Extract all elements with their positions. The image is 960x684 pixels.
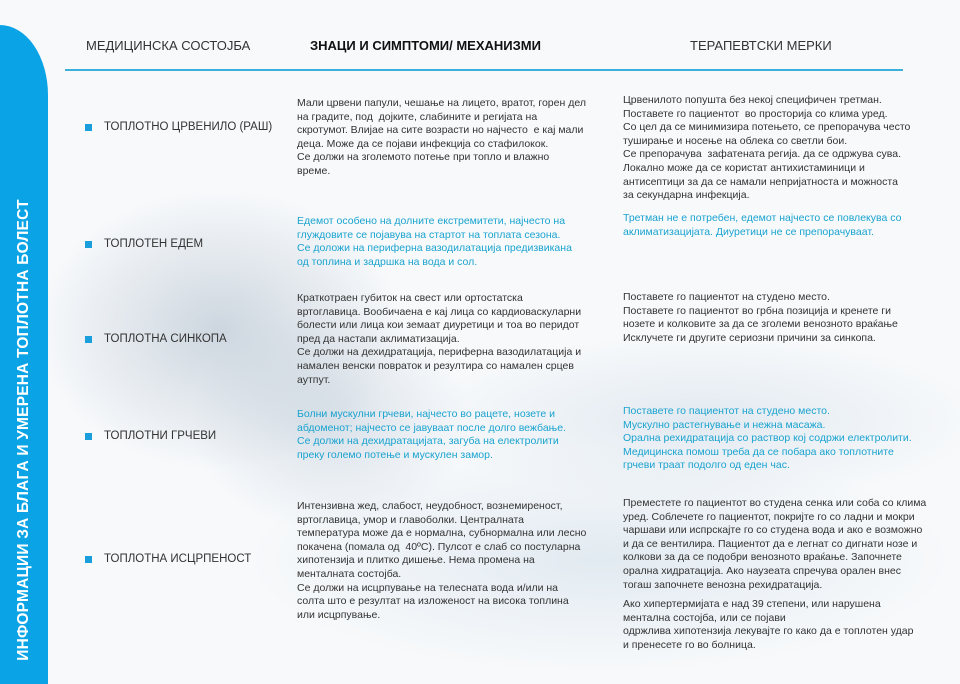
bullet-square-icon: [85, 124, 92, 131]
header-therapy: ТЕРАПЕВТСКИ МЕРКИ: [690, 38, 832, 53]
condition-label: ТОПЛОТНО ЦРВЕНИЛО (РАШ): [104, 121, 273, 133]
signs-heat-edema: Едемот особено на долните екстремитети, најчесто на глуждовите се појавува на стартот на топлата сезона. Се доложи на периферна вазодилатација предизвикана од топлина и задршка на вода и сол.: [297, 215, 572, 268]
bullet-square-icon: [85, 336, 92, 343]
bullet-square-icon: [85, 241, 92, 248]
condition-heat-rash: [85, 121, 272, 133]
condition-heat-edema: [85, 238, 203, 250]
therapy-heat-exhaustion: Преместете го пациентот во студена сенка или соба со клима уред. Соблечете го пациентот, покријте го со ладни и мокри чаршави или испрскајте го со студена вода и ако е возможно и да се вентилира. Пациентот да е легнат со дигнати нозе и колкови за да се подобри венозното враќање. Започнете орална хидратација. Ако наузеата спречува орален внес тогаш започнете венозна рехидратација.: [623, 497, 927, 591]
bullet-square-icon: [85, 433, 92, 440]
signs-heat-rash: Мали црвени папули, чешање на лицето, вратот, горен дел на градите, под дојките, слабините и регијата на скротумот. Влијае на сите возрасти но најчесто е кај мали деца. Може да се појави инфекција со стафилокок. Се должи на зголемото потење при топло и влажно време.: [297, 97, 586, 177]
header-condition: МЕДИЦИНСКА СОСТОЈБА: [86, 38, 251, 53]
therapy-heat-syncope: Поставете го пациентот на студено место. Поставете го пациентот во грбна позиција и кренете ги нозете и колковите за да се зголеми венозното враќање Исклучете ги другите сериозни причини за синкопа.: [623, 291, 898, 344]
sidebar-banner: [0, 25, 48, 684]
condition-label: ТОПЛОТЕН ЕДЕМ: [104, 238, 204, 250]
therapy-heat-rash: Црвенилото попушта без некој специфичен третман. Поставете го пациентот во просторија со клима уред. Со цел да се минимизира потењето, се препорачува често туширање и носење на облека со светли бои. Се препорачува зафатената регија. да се одржува сува. Локално може да се користат антихистаминици и антисептици за да се намали непријатноста и можноста за секундарна инфекција.: [623, 94, 911, 202]
condition-label: ТОПЛОТНИ ГРЧЕВИ: [104, 430, 217, 442]
condition-label: ТОПЛОТНА СИНКОПА: [104, 333, 227, 345]
signs-heat-syncope: Краткотраен губиток на свест или ортостатска вртоглавица. Вообичаена е кај лица со кардиоваскуларни болести или лица кои земаат диуретици и тоа во перидот пред да настапи аклиматизација. Се должи на дехидратација, периферна вазодилатација и намален венски повраток и резултира со намален срцев аутпут.: [297, 292, 582, 386]
therapy-heat-exhaustion-note: Ако хипертермијата е над 39 степени, или нарушена ментална состојба, или се појави одржлива хипотензија лекувајте го како да е топлотен удар и пренесете го во болница.: [623, 598, 914, 651]
therapy-heat-edema: Третман не е потребен, едемот најчесто се повлекува со аклиматизацијата. Диуретици не се препорачуваат.: [623, 212, 902, 238]
condition-heat-cramps: [85, 430, 216, 442]
signs-heat-exhaustion: Интензивна жед, слабост, неудобност, вознемиреност, вртоглавица, умор и главоболки. Централната температура може да е нормална, субнормална или лесно покачена (помала од 40ºC). Пулсот е слаб со постуларна хипотензија и плитко дишење. Нема промена на менталната состојба. Се должи на исцрпување на телесната вода и/или на солта што е резултат на изложеност на висока топлина или исцрпување.: [297, 500, 587, 621]
bullet-square-icon: [85, 556, 92, 563]
signs-heat-cramps: Болни мускулни грчеви, најчесто во рацете, нозете и абдоменот; најчесто се јавуваат после долго вежбање. Се должи на дехидратацијата, загуба на електролити преку големо потење и мускулен замор.: [297, 408, 566, 461]
sidebar-title: ИНФОРМАЦИИ ЗА БЛАГА И УМЕРЕНА ТОПЛОТНА БОЛЕСТ: [15, 199, 32, 661]
therapy-heat-cramps: Поставете го пациентот на студено место. Мускулно растегнување и нежна масажа. Орална рехидратација со раствор кој содржи електролити. Медицинска помош треба да се побара ако топлотните грчеви траат подолго од еден час.: [623, 405, 912, 472]
header-divider: [65, 69, 903, 71]
condition-heat-syncope: [85, 333, 227, 345]
condition-label: ТОПЛОТНА ИСЦРПЕНОСТ: [104, 553, 252, 565]
condition-heat-exhaustion: [85, 553, 251, 565]
header-signs: ЗНАЦИ И СИМПТОМИ/ МЕХАНИЗМИ: [310, 38, 541, 53]
